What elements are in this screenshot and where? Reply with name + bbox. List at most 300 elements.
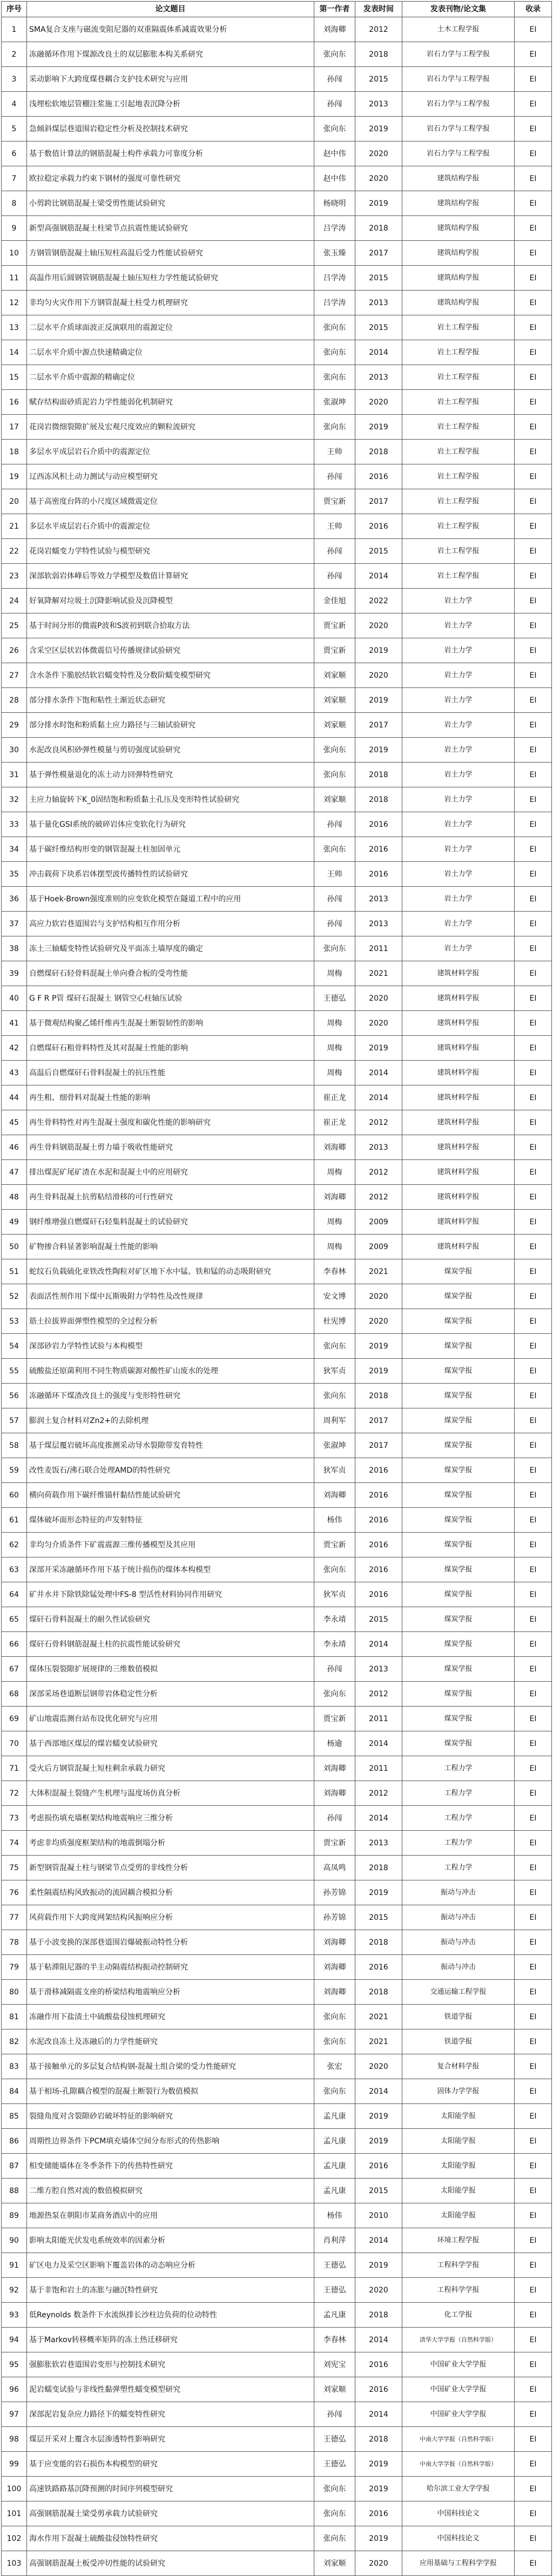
cell-title: 花岗岩蠕变力学特性试验与模型研究 [27, 539, 314, 564]
cell-year: 2018 [355, 763, 402, 787]
cell-journal: 建筑材料学报 [402, 1085, 515, 1110]
cell-title: 蛇纹石负载硫化亚铁改性陶粒对矿区地下水中锰、铁和锰的动态吸附研究 [27, 1259, 314, 1284]
cell-author: 张宏 [314, 2054, 355, 2079]
table-row [2, 2104, 552, 2129]
cell-year: 2013 [355, 912, 402, 936]
cell-journal: 岩石力学与工程学报 [402, 117, 515, 141]
cell-title: 高强钢筋混凝土梁受剪承载力试验研究 [27, 2501, 314, 2526]
cell-journal: 煤炭学报 [402, 1334, 515, 1359]
cell-year: 2020 [355, 141, 402, 166]
table-row [2, 17, 552, 42]
cell-title: 煤矸石骨料混凝土的耐久性试验研究 [27, 1607, 314, 1632]
table-row [2, 440, 552, 464]
cell-author: 孙闯 [314, 1657, 355, 1682]
cell-title: 裂缝角度对含裂隙砂岩破坏特征的影响研究 [27, 2104, 314, 2129]
cell-author: 孙闯 [314, 912, 355, 936]
table-row [2, 2253, 552, 2278]
cell-index: EI [515, 2179, 552, 2203]
cell-no: 84 [2, 2079, 27, 2104]
cell-journal: 建筑材料学报 [402, 1235, 515, 1259]
cell-index: EI [515, 1359, 552, 1384]
cell-title: 高温作用后圆钢管钢筋混凝土轴压短柱力学性能试验研究 [27, 266, 314, 291]
cell-year: 2018 [355, 2427, 402, 2452]
cell-no: 37 [2, 912, 27, 936]
cell-index: EI [515, 2029, 552, 2054]
table-row [2, 1433, 552, 1458]
cell-index: EI [515, 390, 552, 415]
cell-title: 二维方腔自然对流的数值模拟研究 [27, 2179, 314, 2203]
cell-author: 张淑坤 [314, 390, 355, 415]
table-row [2, 936, 552, 961]
cell-journal: 铁道学报 [402, 2005, 515, 2029]
cell-no: 28 [2, 688, 27, 713]
cell-no: 46 [2, 1135, 27, 1160]
cell-index: EI [515, 1036, 552, 1061]
table-row [2, 1582, 552, 1607]
cell-author: 杨晓明 [314, 191, 355, 216]
cell-title: 含采空区层状岩体微震信号传播规律试验研究 [27, 638, 314, 663]
table-row [2, 986, 552, 1011]
cell-no: 57 [2, 1408, 27, 1433]
cell-author: 李永靖 [314, 1607, 355, 1632]
cell-author: 贾宝新 [314, 613, 355, 638]
cell-title: 矿井水井下除铁除锰处理中FS-8 型活性材料协同作用研究 [27, 1582, 314, 1607]
cell-author: 吕学涛 [314, 291, 355, 315]
cell-author: 孙闯 [314, 539, 355, 564]
cell-index: EI [515, 2452, 552, 2477]
cell-index: EI [515, 1408, 552, 1433]
table-row [2, 1284, 552, 1309]
cell-year: 2011 [355, 936, 402, 961]
cell-index: EI [515, 812, 552, 837]
cell-author: 张向东 [314, 738, 355, 763]
cell-journal: 太阳能学报 [402, 2129, 515, 2154]
cell-year: 2016 [355, 1508, 402, 1533]
cell-year: 2021 [355, 1259, 402, 1284]
cell-no: 62 [2, 1533, 27, 1557]
cell-title: 主应力轴旋转下K_0固结饱和粉质黏土孔压及变形特性试验研究 [27, 787, 314, 812]
cell-journal: 清华大学学报（自然科学版） [402, 2328, 515, 2352]
cell-year: 2012 [355, 1110, 402, 1135]
cell-no: 14 [2, 340, 27, 365]
cell-index: EI [515, 42, 552, 67]
cell-no: 97 [2, 2402, 27, 2427]
cell-author: 刘海卿 [314, 1955, 355, 1980]
cell-title: 矿物掺合料显著影响混凝土性能的影响 [27, 1235, 314, 1259]
table-row [2, 42, 552, 67]
cell-no: 82 [2, 2029, 27, 2054]
cell-journal: 岩土工程学报 [402, 539, 515, 564]
cell-year: 2012 [355, 1781, 402, 1806]
table-row [2, 1930, 552, 1955]
table-row [2, 514, 552, 539]
cell-year: 2021 [355, 961, 402, 986]
cell-index: EI [515, 291, 552, 315]
cell-year: 2014 [355, 1632, 402, 1657]
cell-no: 29 [2, 713, 27, 738]
cell-journal: 太阳能学报 [402, 2179, 515, 2203]
cell-author: 吕学涛 [314, 216, 355, 241]
table-row [2, 2228, 552, 2253]
cell-journal: 工程力学 [402, 1806, 515, 1831]
table-row [2, 1085, 552, 1110]
table-row [2, 67, 552, 92]
cell-author: 王德弘 [314, 986, 355, 1011]
cell-year: 2020 [355, 1011, 402, 1036]
cell-title: 煤体破坏面形态特征的声发射特征 [27, 1508, 314, 1533]
cell-title: 高强钢筋混凝土板受冲切性能的试验研究 [27, 2551, 314, 2576]
cell-index: EI [515, 117, 552, 141]
cell-no: 19 [2, 464, 27, 489]
table-row [2, 638, 552, 663]
cell-journal: 中国矿业大学学报 [402, 2377, 515, 2402]
cell-year: 2012 [355, 1682, 402, 1707]
cell-author: 张向东 [314, 415, 355, 440]
cell-year: 2017 [355, 1408, 402, 1433]
cell-author: 刘家顺 [314, 2551, 355, 2576]
cell-index: EI [515, 1880, 552, 1905]
cell-author: 刘海卿 [314, 1781, 355, 1806]
cell-author: 张向东 [314, 936, 355, 961]
cell-year: 2016 [355, 2352, 402, 2377]
cell-no: 54 [2, 1334, 27, 1359]
cell-journal: 岩土力学 [402, 663, 515, 688]
cell-journal: 煤炭学报 [402, 1582, 515, 1607]
cell-journal: 建筑材料学报 [402, 1110, 515, 1135]
table-row [2, 241, 552, 266]
cell-journal: 建筑材料学报 [402, 961, 515, 986]
table-row [2, 1980, 552, 2005]
cell-no: 92 [2, 2278, 27, 2303]
cell-journal: 岩土工程学报 [402, 514, 515, 539]
cell-no: 38 [2, 936, 27, 961]
cell-year: 2014 [355, 564, 402, 589]
cell-index: EI [515, 1483, 552, 1508]
cell-author: 张淑坤 [314, 1433, 355, 1458]
cell-no: 12 [2, 291, 27, 315]
table-row [2, 2278, 552, 2303]
table-row [2, 315, 552, 340]
cell-author: 赵中伟 [314, 166, 355, 191]
cell-author: 周梅 [314, 1061, 355, 1085]
cell-no: 85 [2, 2104, 27, 2129]
cell-author: 刘家顺 [314, 688, 355, 713]
cell-index: EI [515, 1433, 552, 1458]
cell-year: 2019 [355, 2477, 402, 2501]
cell-no: 59 [2, 1458, 27, 1483]
cell-year: 2019 [355, 1036, 402, 1061]
cell-author: 王帅 [314, 862, 355, 887]
cell-journal: 岩土工程学报 [402, 440, 515, 464]
cell-title: 煤层开采对上覆含水层渗透特性影响研究 [27, 2427, 314, 2452]
cell-year: 2019 [355, 2526, 402, 2551]
cell-journal: 岩土力学 [402, 837, 515, 862]
cell-journal: 工程力学 [402, 1856, 515, 1880]
cell-no: 100 [2, 2477, 27, 2501]
cell-year: 2016 [355, 1458, 402, 1483]
cell-index: EI [515, 2253, 552, 2278]
cell-title: 基于滑移减隔震支座的桥梁结构地震响应分析 [27, 1980, 314, 2005]
table-row [2, 1508, 552, 1533]
cell-no: 2 [2, 42, 27, 67]
cell-author: 刘海卿 [314, 1483, 355, 1508]
table-row [2, 2029, 552, 2054]
cell-year: 2019 [355, 638, 402, 663]
cell-index: EI [515, 489, 552, 514]
table-row [2, 961, 552, 986]
header-year: 发表时间 [355, 2, 402, 17]
cell-year: 2017 [355, 1433, 402, 1458]
cell-author: 崔正龙 [314, 1085, 355, 1110]
cell-no: 88 [2, 2179, 27, 2203]
table-row [2, 539, 552, 564]
cell-year: 2011 [355, 1707, 402, 1731]
cell-index: EI [515, 2104, 552, 2129]
cell-journal: 建筑材料学报 [402, 1135, 515, 1160]
cell-journal: 岩土力学 [402, 713, 515, 738]
cell-year: 2013 [355, 887, 402, 912]
cell-year: 2013 [355, 1831, 402, 1856]
cell-no: 36 [2, 887, 27, 912]
cell-author: 贾宝新 [314, 1831, 355, 1856]
cell-year: 2020 [355, 1309, 402, 1334]
cell-year: 2014 [355, 2079, 402, 2104]
cell-author: 李永靖 [314, 1632, 355, 1657]
table-row [2, 688, 552, 713]
cell-index: EI [515, 986, 552, 1011]
table-row [2, 2352, 552, 2377]
cell-no: 11 [2, 266, 27, 291]
cell-no: 44 [2, 1085, 27, 1110]
cell-year: 2010 [355, 2203, 402, 2228]
cell-journal: 铁道学报 [402, 2029, 515, 2054]
cell-journal: 化工学报 [402, 2303, 515, 2328]
cell-title: 冻融循环下煤渣改良土的强度与变形特性研究 [27, 1384, 314, 1408]
cell-journal: 工程力学 [402, 1756, 515, 1781]
cell-year: 2018 [355, 787, 402, 812]
cell-year: 2014 [355, 1085, 402, 1110]
cell-journal: 煤炭学报 [402, 1483, 515, 1508]
cell-index: EI [515, 17, 552, 42]
cell-index: EI [515, 141, 552, 166]
cell-index: EI [515, 2352, 552, 2377]
cell-year: 2019 [355, 415, 402, 440]
cell-journal: 煤炭学报 [402, 1384, 515, 1408]
table-row [2, 464, 552, 489]
cell-author: 周梅 [314, 1011, 355, 1036]
cell-journal: 岩石力学与工程学报 [402, 92, 515, 117]
table-row [2, 266, 552, 291]
cell-author: 张向东 [314, 1334, 355, 1359]
cell-no: 78 [2, 1930, 27, 1955]
cell-year: 2013 [355, 365, 402, 390]
cell-journal: 岩石力学与工程学报 [402, 67, 515, 92]
cell-journal: 煤炭学报 [402, 1607, 515, 1632]
cell-no: 91 [2, 2253, 27, 2278]
cell-year: 2019 [355, 688, 402, 713]
cell-year: 2013 [355, 92, 402, 117]
cell-no: 8 [2, 191, 27, 216]
cell-no: 87 [2, 2154, 27, 2179]
cell-author: 杨伟 [314, 1508, 355, 1533]
cell-author: 周梅 [314, 1210, 355, 1235]
cell-no: 34 [2, 837, 27, 862]
cell-year: 2018 [355, 1384, 402, 1408]
table-row [2, 340, 552, 365]
cell-year: 2016 [355, 1955, 402, 1980]
cell-journal: 岩土工程学报 [402, 564, 515, 589]
cell-index: EI [515, 1955, 552, 1980]
cell-no: 47 [2, 1160, 27, 1185]
cell-author: 张向东 [314, 2079, 355, 2104]
cell-no: 6 [2, 141, 27, 166]
cell-title: 花岗岩微细裂隙扩展及宏观尺度效应的颗粒流研究 [27, 415, 314, 440]
cell-index: EI [515, 1856, 552, 1880]
cell-index: EI [515, 1508, 552, 1533]
cell-index: EI [515, 1806, 552, 1831]
cell-journal: 振动与冲击 [402, 1905, 515, 1930]
cell-author: 刘海卿 [314, 1756, 355, 1781]
cell-title: 基于Hoek-Brown强度准则的应变软化模型在隧道工程中的应用 [27, 887, 314, 912]
table-row [2, 912, 552, 936]
cell-title: 基于量化GSI系统的破碎岩体应变软化行为研究 [27, 812, 314, 837]
table-row [2, 713, 552, 738]
cell-index: EI [515, 1210, 552, 1235]
cell-no: 32 [2, 787, 27, 812]
table-row [2, 1806, 552, 1831]
cell-title: 方钢管钢筋混凝土轴压短柱高温后受力性能试验研究 [27, 241, 314, 266]
cell-title: 部分排水时饱和粉质黏土应力路径与三轴试验研究 [27, 713, 314, 738]
cell-author: 金佳旭 [314, 589, 355, 613]
cell-year: 2018 [355, 1930, 402, 1955]
header-title: 论文题目 [27, 2, 314, 17]
cell-index: EI [515, 1259, 552, 1284]
paper-list-table [1, 1, 552, 2576]
table-row [2, 1657, 552, 1682]
cell-journal: 煤炭学报 [402, 1259, 515, 1284]
cell-no: 23 [2, 564, 27, 589]
cell-index: EI [515, 1458, 552, 1483]
cell-title: 低Reynolds 数条件下水流纵排长沙柱边负荷的位动特性 [27, 2303, 314, 2328]
cell-year: 2016 [355, 2154, 402, 2179]
cell-title: 钢纤维增强自燃煤矸石轻集料混凝土的试验研究 [27, 1210, 314, 1235]
table-row [2, 2203, 552, 2228]
cell-title: 急倾斜煤层巷道围岩稳定性分析及控制技术研究 [27, 117, 314, 141]
cell-journal: 中南大学学报（自然科学版） [402, 2452, 515, 2477]
cell-no: 20 [2, 489, 27, 514]
table-row [2, 2377, 552, 2402]
cell-author: 孙闯 [314, 2402, 355, 2427]
cell-index: EI [515, 216, 552, 241]
cell-title: 冲击载荷下块系岩体摆型波传播特性的试验研究 [27, 862, 314, 887]
cell-title: 冻融循环作用下煤源改良土的双层膨胀本构关系研究 [27, 42, 314, 67]
cell-author: 杜宪博 [314, 1309, 355, 1334]
cell-title: 影响太阳能光伏发电系统效率的因素分析 [27, 2228, 314, 2253]
cell-author: 狄军贞 [314, 1458, 355, 1483]
table-row [2, 837, 552, 862]
cell-author: 孙闯 [314, 92, 355, 117]
cell-journal: 太阳能学报 [402, 2104, 515, 2129]
table-row [2, 738, 552, 763]
cell-year: 2017 [355, 489, 402, 514]
cell-index: EI [515, 539, 552, 564]
cell-title: 泥岩蠕变试验与非线性黏弹塑性蠕变模型研究 [27, 2377, 314, 2402]
table-row [2, 1185, 552, 1210]
cell-author: 刘海卿 [314, 1135, 355, 1160]
cell-title: 海水作用下混凝土硫酸盐侵蚀特性研究 [27, 2526, 314, 2551]
cell-author: 刘海卿 [314, 1185, 355, 1210]
paper-list-document [1, 1, 551, 2576]
cell-year: 2015 [355, 2179, 402, 2203]
cell-author: 狄军贞 [314, 1359, 355, 1384]
cell-no: 83 [2, 2054, 27, 2079]
cell-no: 4 [2, 92, 27, 117]
cell-index: EI [515, 912, 552, 936]
cell-journal: 岩土力学 [402, 812, 515, 837]
cell-journal: 建筑材料学报 [402, 1036, 515, 1061]
cell-author: 周利军 [314, 1408, 355, 1433]
cell-journal: 振动与冲击 [402, 1880, 515, 1905]
cell-year: 2015 [355, 1607, 402, 1632]
cell-author: 张向东 [314, 365, 355, 390]
cell-no: 67 [2, 1657, 27, 1682]
cell-no: 55 [2, 1359, 27, 1384]
cell-journal: 建筑材料学报 [402, 1011, 515, 1036]
cell-index: EI [515, 1011, 552, 1036]
cell-title: 再生粗、细骨料对混凝土性能的影响 [27, 1085, 314, 1110]
table-row [2, 2328, 552, 2352]
table-row [2, 663, 552, 688]
cell-title: 基于Markov转移概率矩阵的冻土热迁移研究 [27, 2328, 314, 2352]
cell-title: 考虑损伤填充墙框架结构地震响应三维分析 [27, 1806, 314, 1831]
cell-title: 表面活性剂作用下煤中瓦斯吸附力学特性及改性规律 [27, 1284, 314, 1309]
cell-journal: 振动与冲击 [402, 1955, 515, 1980]
cell-title: 再生骨料混凝土抗剪粘结滑移的可行性研究 [27, 1185, 314, 1210]
cell-year: 2017 [355, 713, 402, 738]
cell-year: 2012 [355, 17, 402, 42]
cell-title: 膨润土复合材料对Zn2+的去除机理 [27, 1408, 314, 1433]
cell-title: 深部开采冻融循环作用下基于统计损伤的煤体本构模型 [27, 1557, 314, 1582]
cell-journal: 岩土力学 [402, 738, 515, 763]
cell-title: 筋土拉拔界面弹塑性模型的全过程分析 [27, 1309, 314, 1334]
cell-author: 周梅 [314, 1036, 355, 1061]
table-row [2, 1359, 552, 1384]
table-row [2, 1533, 552, 1557]
cell-year: 2019 [355, 1880, 402, 1905]
cell-year: 2016 [355, 2501, 402, 2526]
cell-year: 2019 [355, 1359, 402, 1384]
cell-index: EI [515, 1831, 552, 1856]
cell-no: 42 [2, 1036, 27, 1061]
cell-year: 2014 [355, 2402, 402, 2427]
cell-title: 高速铁路路基沉降预测的时间序列模型研究 [27, 2477, 314, 2501]
cell-author: 孙闯 [314, 564, 355, 589]
cell-author: 张向东 [314, 2526, 355, 2551]
cell-journal: 中南大学学报（自然科学版） [402, 2427, 515, 2452]
cell-year: 2013 [355, 291, 402, 315]
cell-title: 基于西部地区煤层的煤岩蠕变试验研究 [27, 1731, 314, 1756]
cell-author: 肖利萍 [314, 2228, 355, 2253]
cell-year: 2021 [355, 2005, 402, 2029]
cell-author: 孟凡康 [314, 2303, 355, 2328]
cell-no: 74 [2, 1831, 27, 1856]
cell-journal: 岩土力学 [402, 787, 515, 812]
cell-author: 孙闯 [314, 887, 355, 912]
cell-author: 张向东 [314, 763, 355, 787]
cell-index: EI [515, 1905, 552, 1930]
cell-index: EI [515, 936, 552, 961]
cell-index: EI [515, 713, 552, 738]
